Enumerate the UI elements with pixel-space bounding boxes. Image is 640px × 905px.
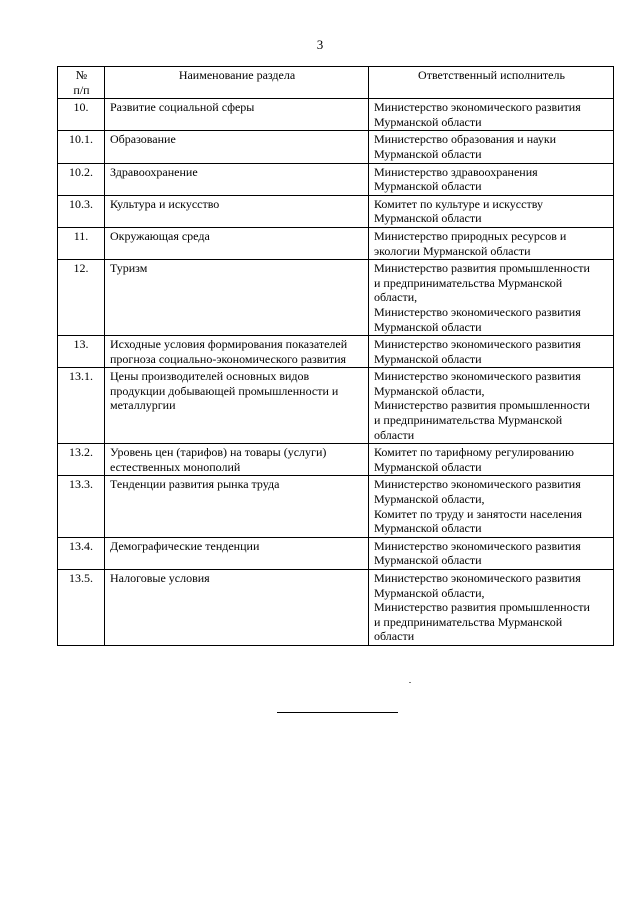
executor-line: Мурманской области, bbox=[374, 383, 485, 398]
closing-rule bbox=[277, 712, 398, 713]
page-number: 3 bbox=[316, 37, 324, 52]
table-row bbox=[58, 260, 614, 336]
section-name: Образование bbox=[105, 131, 369, 163]
section-name: Уровень цен (тарифов) на товары (услуги) естественных монополий bbox=[105, 444, 369, 476]
section-name: Цены производителей основных видов продукции добывающей промышленности и металлургии bbox=[105, 368, 369, 444]
responsible-executor bbox=[369, 260, 614, 336]
executor-line: Министерство экономического развития bbox=[374, 100, 581, 115]
executor-line: Мурманской области bbox=[374, 553, 482, 568]
row-number: 10.2. bbox=[58, 163, 105, 195]
executor-line: Министерство экономического развития bbox=[374, 369, 581, 384]
responsible-executor bbox=[369, 368, 614, 444]
responsible-executor bbox=[369, 99, 614, 131]
responsible-executor bbox=[369, 163, 614, 195]
executor-line: Министерство образования и науки bbox=[374, 132, 557, 147]
executor-line: и предпринимательства Мурманской bbox=[374, 275, 563, 290]
row-number: 13.1. bbox=[58, 368, 105, 444]
row-number: 13.3. bbox=[58, 476, 105, 537]
executor-line: Мурманской области bbox=[374, 211, 482, 226]
section-name: Окружающая среда bbox=[105, 227, 369, 259]
row-number: 10.1. bbox=[58, 131, 105, 163]
executor-line: Министерство экономического развития bbox=[374, 571, 581, 585]
table-row bbox=[58, 163, 614, 195]
executor-line: Министерство экономического развития bbox=[374, 304, 581, 319]
executor-line: Комитет по культуре и искусству bbox=[374, 196, 543, 211]
responsible-executor bbox=[369, 476, 614, 537]
row-number: 12. bbox=[58, 260, 105, 336]
executor-line: Министерство экономического развития bbox=[374, 477, 581, 492]
responsible-executor bbox=[369, 537, 614, 569]
row-number: 10. bbox=[58, 99, 105, 131]
table-row bbox=[58, 227, 614, 259]
executor-line: Комитет по труду и занятости населения bbox=[374, 506, 583, 521]
executor-line: экологии Мурманской области bbox=[374, 243, 531, 258]
executor-line: области bbox=[374, 427, 415, 442]
responsible-executor bbox=[369, 570, 614, 646]
section-name: Налоговые условия bbox=[105, 570, 369, 646]
table-row bbox=[58, 570, 614, 646]
header-executor: Ответственный исполнитель bbox=[369, 67, 614, 99]
section-name: Развитие социальной сферы bbox=[105, 99, 369, 131]
executor-line: Министерство развития промышленности bbox=[374, 398, 590, 413]
row-number: 10.3. bbox=[58, 195, 105, 227]
executor-line: Мурманской области bbox=[374, 521, 482, 536]
executor-line: Мурманской области bbox=[374, 114, 482, 129]
executor-line: и предпринимательства Мурманской bbox=[374, 614, 563, 629]
row-number: 13.5. bbox=[58, 570, 105, 646]
executor-line: Мурманской области bbox=[374, 146, 482, 161]
table-header-row bbox=[58, 67, 614, 99]
executor-line: Министерство здравоохранения bbox=[374, 164, 538, 179]
executor-line: Комитет по тарифному регулированию bbox=[374, 445, 574, 460]
scan-speck bbox=[409, 682, 411, 683]
section-name: Культура и искусство bbox=[105, 195, 369, 227]
section-name: Туризм bbox=[105, 260, 369, 336]
executor-line: Министерство природных ресурсов и bbox=[374, 228, 567, 243]
executor-line: и предпринимательства Мурманской bbox=[374, 413, 563, 428]
responsible-executor bbox=[369, 444, 614, 476]
executor-line: Мурманской области bbox=[374, 179, 482, 194]
responsible-executor bbox=[369, 131, 614, 163]
executor-line: Мурманской области bbox=[374, 459, 482, 474]
table-row bbox=[58, 131, 614, 163]
executor-line: Министерство экономического развития bbox=[374, 337, 581, 352]
section-name: Демографические тенденции bbox=[105, 537, 369, 569]
table-row bbox=[58, 537, 614, 569]
executor-line: Мурманской области bbox=[374, 319, 482, 334]
table-row bbox=[58, 336, 614, 368]
responsible-executor bbox=[369, 227, 614, 259]
executor-line: области bbox=[374, 629, 415, 644]
executor-line: Мурманской области, bbox=[374, 585, 485, 600]
table-row bbox=[58, 195, 614, 227]
executor-line: Мурманской области, bbox=[374, 492, 485, 507]
row-number: 13. bbox=[58, 336, 105, 368]
table-row bbox=[58, 99, 614, 131]
executor-line: Министерство развития промышленности bbox=[374, 261, 590, 276]
row-number: 11. bbox=[58, 227, 105, 259]
executor-line: Министерство развития промышленности bbox=[374, 600, 590, 615]
section-name: Тенденции развития рынка труда bbox=[105, 476, 369, 537]
row-number: 13.4. bbox=[58, 537, 105, 569]
responsibility-table bbox=[57, 66, 614, 646]
section-name: Здравоохранение bbox=[105, 163, 369, 195]
executor-line: Мурманской области bbox=[374, 351, 482, 366]
row-number: 13.2. bbox=[58, 444, 105, 476]
executor-line: области, bbox=[374, 290, 418, 305]
executor-line: Министерство экономического развития bbox=[374, 538, 581, 553]
table-row bbox=[58, 444, 614, 476]
header-number: № п/п bbox=[58, 67, 105, 99]
table-row bbox=[58, 368, 614, 444]
responsible-executor bbox=[369, 336, 614, 368]
header-section-name: Наименование раздела bbox=[105, 67, 369, 99]
section-name: Исходные условия формирования показателей прогноза социально-экономического развития bbox=[105, 336, 369, 368]
table-row bbox=[58, 476, 614, 537]
responsible-executor bbox=[369, 195, 614, 227]
